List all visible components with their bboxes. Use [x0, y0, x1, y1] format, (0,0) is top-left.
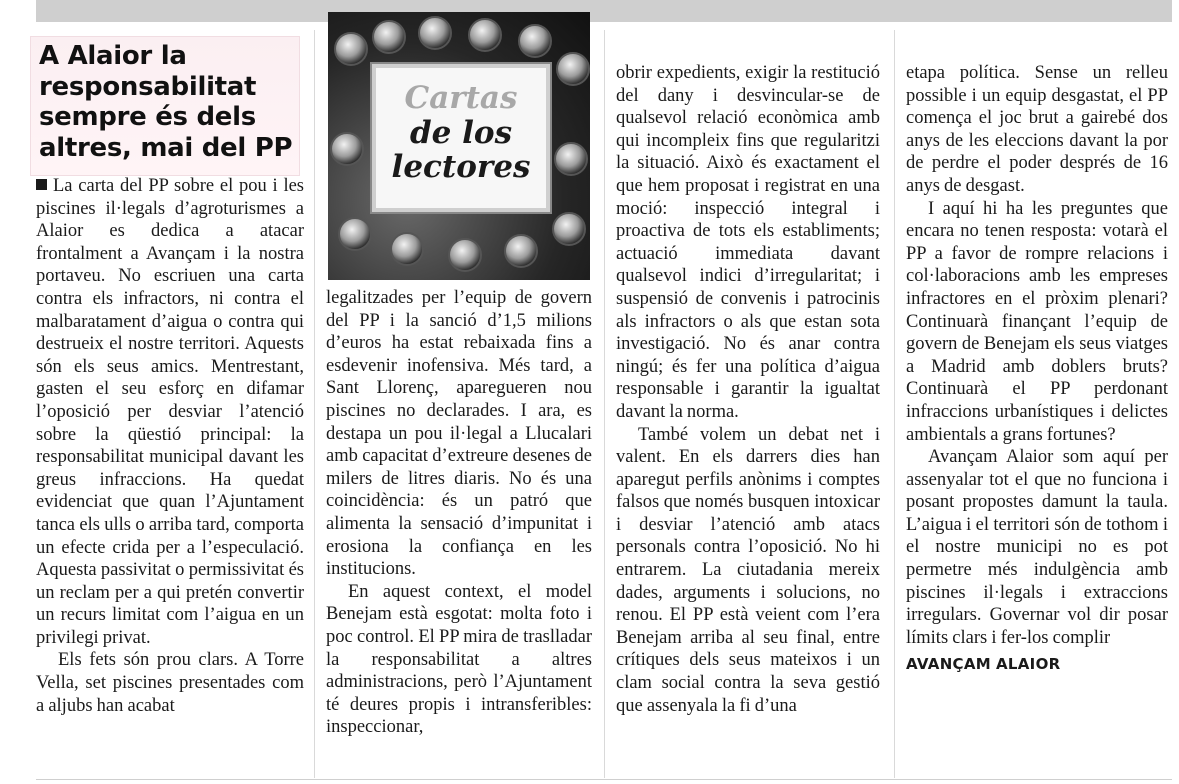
- typewriter-key-icon: [334, 32, 368, 66]
- headline: A Alaior la responsabilitat sempre és dels altres, mai del PP: [39, 41, 293, 163]
- section-logo: [328, 12, 590, 280]
- paragraph: I aquí hi ha les preguntes que encara no tenen resposta: votarà el PP a favor de rompre relacions i col·laboracions amb les empreses infractores en el pròxim plenari? Continuarà finançant l’equip de govern de Benejam els seus viatges a Madrid amb doblers bruts? Continuarà el PP perdonant infraccions urbanístiques i delictes ambientals a grans fortunes?: [906, 198, 1168, 445]
- bullet-icon: [36, 179, 47, 190]
- typewriter-key-icon: [330, 132, 364, 166]
- paragraph: obrir expedients, exigir la restitució del dany i desvincular-se de qualsevol relació econòmica amb qui incompleix fins que regularitzi la situació. Això és exactament el que hem proposat i registrat en una moció: inspecció integral i proactiva de tots els establiments; actuació immediata davant qualsevol indici d’irregularitat; i suspensió de convenis i patrocinis als infractors o als que estan sota investigació. No és anar contra ningú; és fer una política d’aigua responsable i garantir la igualtat davant la norma.: [616, 63, 880, 422]
- paragraph: També volem un debat net i valent. En els darrers dies han aparegut perfils anònims i comptes falsos que només busquen intoxicar i desviar l’atenció amb atacs personals contra l’oposició. No hi entrarem. La ciutadania mereix dades, arguments i solucions, no renou. El PP està veient com l’era Benejam arriba al seu final, entre crítiques dels seus mateixos i un clam social contra la seva gestió que assenyala la fi d’una: [616, 424, 880, 716]
- section-logo-line3: lectores: [391, 149, 531, 185]
- section-logo-label: [372, 64, 550, 212]
- article-column-3: [616, 62, 880, 717]
- typewriter-key-icon: [338, 217, 372, 251]
- column-divider: [894, 30, 895, 778]
- typewriter-key-icon: [556, 52, 590, 86]
- column-divider: [604, 30, 605, 778]
- typewriter-key-icon: [448, 238, 482, 272]
- paragraph: En aquest context, el model Benejam està esgotat: molta foto i poc control. El PP mira de traslladar la responsabilitat a altres administracions, però l’Ajuntament té deures propis i intransferibles: inspeccionar,: [326, 581, 592, 738]
- typewriter-key-icon: [372, 20, 406, 54]
- typewriter-key-icon: [552, 212, 586, 246]
- section-logo-line1: Cartas: [404, 80, 518, 116]
- paragraph: [36, 175, 304, 649]
- paragraph: legalitzades per l’equip de govern del PP i la sanció d’1,5 milions d’euros ha estat rebaixada fins a esdevenir inofensiva. Més tard, a Sant Llorenç, aparegueren nou piscines no declarades. I ara, es destapa un pou il·legal a Llucalari amb capacitat d’extreure desenes de milers de litres diaris. No és una coincidència: és un patró que alimenta la sensació d’impunitat i erosiona la confiança en les institucions.: [326, 288, 592, 580]
- article-column-1: [36, 175, 304, 717]
- paragraph: Els fets són prou clars. A Torre Vella, set piscines presentades com a aljubs han acabat: [36, 650, 304, 716]
- article-column-2: [326, 287, 592, 739]
- author-signature: AVANÇAM ALAIOR: [906, 655, 1061, 674]
- column-divider: [314, 30, 315, 778]
- top-bar: [36, 0, 1172, 22]
- paragraph: Avançam Alaior som aquí per assenyalar tot el que no funciona i posant propostes damunt la taula. L’aigua i el territori són de tothom i el nostre municipi no es pot permetre més indulgència amb piscines il·legals i extraccions irregulars. Governar vol dir posar límits clars i fer-los complir: [906, 447, 1168, 648]
- bottom-rule: [36, 779, 1172, 780]
- section-logo-line2: de los: [409, 115, 513, 151]
- typewriter-key-icon: [468, 18, 502, 52]
- article-column-4: [906, 62, 1168, 676]
- typewriter-key-icon: [518, 24, 552, 58]
- paragraph: etapa política. Sense un relleu possible i un equip desgastat, el PP comença el joc brut a gairebé dos anys de les eleccions davant la por de perdre el poder després de 16 anys de desgast.: [906, 63, 1168, 196]
- headline-box: [30, 36, 300, 176]
- typewriter-key-icon: [418, 16, 452, 50]
- paragraph-text: La carta del PP sobre el pou i les piscines il·legals d’agroturismes a Alaior es dedica a atacar frontalment a Avançam i la nostra portaveu. No escriuen una carta contra els infractors, ni contra el malbaratament d’aigua o contra qui destrueix el nostre territori. Aquests són els seus amics. Mentrestant, gasten el seu esforç en difamar l’oposició per desviar l’atenció sobre la qüestió principal: la responsabilitat municipal davant les greus infraccions. Ha quedat evidenciat que quan l’Ajuntament tanca els ulls o arriba tard, comporta un efecte crida per a l’especulació. Aquesta passivitat o permissivitat és un reclam per a qui pretén convertir un recurs limitat com l’aigua en un privilegi privat.: [36, 176, 304, 648]
- typewriter-key-icon: [554, 142, 588, 176]
- typewriter-key-icon: [390, 232, 424, 266]
- typewriter-key-icon: [504, 234, 538, 268]
